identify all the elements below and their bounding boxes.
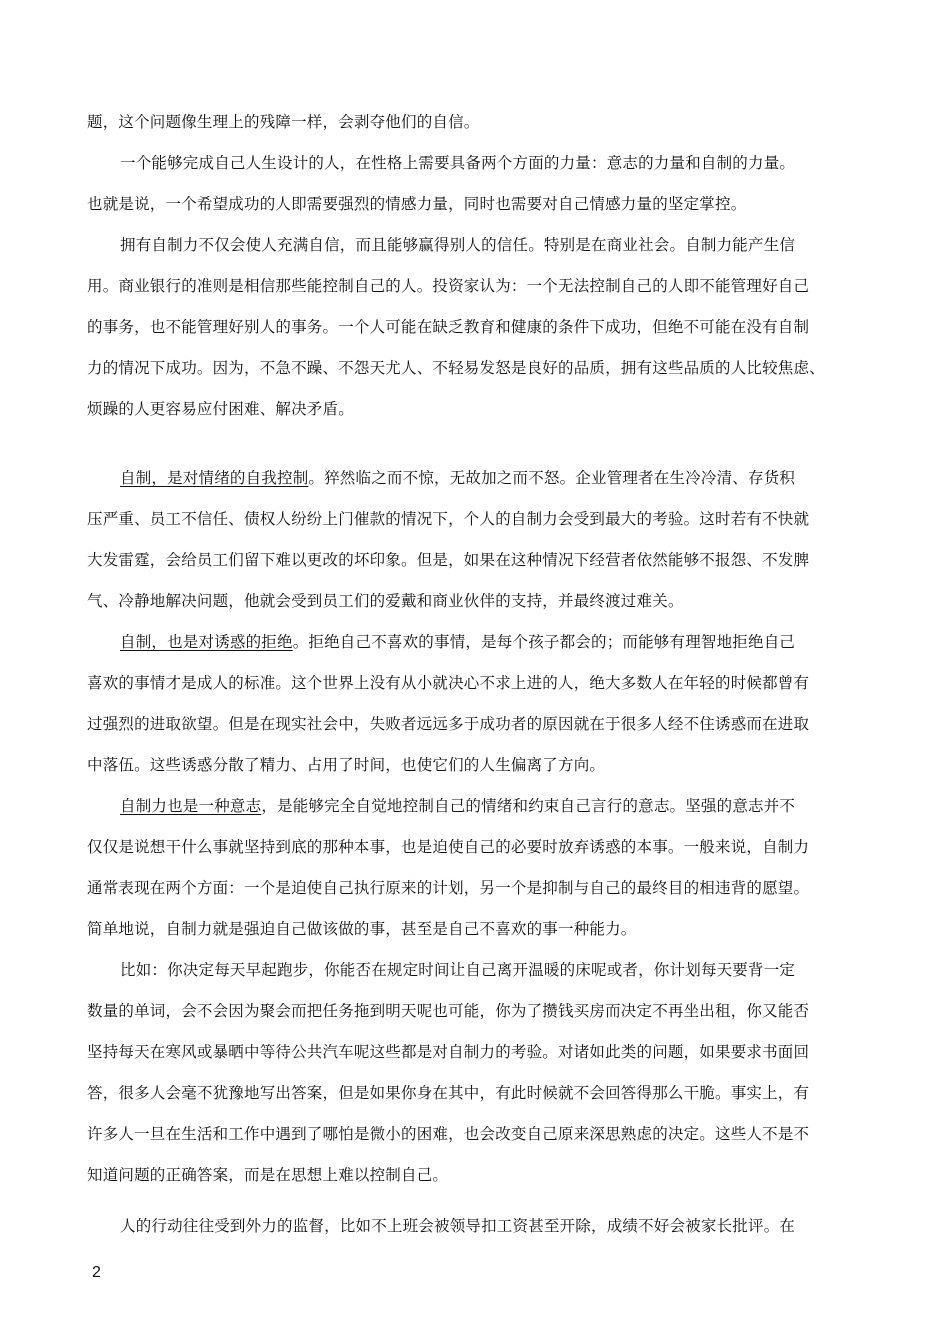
text-line bbox=[120, 468, 795, 488]
text-line: 压严重、员工不信任、债权人纷纷上门催款的情况下，个人的自制力会受到最大的考验。这时若有不快就 bbox=[87, 510, 810, 528]
line-text: ，是能够完全自觉地控制自己的情绪和约束自己言行的意志。坚强的意志并不 bbox=[261, 797, 796, 815]
text-line: 题，这个问题像生理上的残障一样，会剥夺他们的自信。 bbox=[87, 113, 480, 131]
text-line: 喜欢的事情才是成人的标准。这个世界上没有从小就决心不求上进的人，绝大多数人在年轻的时候都曾有 bbox=[87, 674, 810, 692]
page-number: 2 bbox=[92, 1264, 101, 1281]
text-line: 气、冷静地解决问题，他就会受到员工们的爱戴和商业伙伴的支持，并最终渡过难关。 bbox=[87, 592, 684, 610]
text-line: 坚持每天在寒风或暴晒中等待公共汽车呢这些都是对自制力的考验。对诸如此类的问题，如果要求书面回 bbox=[87, 1043, 810, 1061]
text-line: 许多人一旦在生活和工作中遇到了哪怕是微小的困难，也会改变自己原来深思熟虑的决定。这些人不是不 bbox=[87, 1125, 810, 1143]
text-line: 通常表现在两个方面：一个是迫使自己执行原来的计划，另一个是抑制与自己的最终目的相违背的愿望。 bbox=[87, 879, 810, 897]
text-line: 中落伍。这些诱惑分散了精力、占用了时间，也使它们的人生偏离了方向。 bbox=[87, 756, 606, 774]
text-line: 比如：你决定每天早起跑步，你能否在规定时间让自己离开温暖的床呢或者，你计划每天要背一定 bbox=[120, 961, 796, 979]
line-text: 。猝然临之而不惊，无故加之而不怒。企业管理者在生冷冷清、存货积 bbox=[308, 469, 796, 487]
text-line: 烦躁的人更容易应付困难、解决矛盾。 bbox=[87, 400, 354, 418]
text-line: 拥有自制力不仅会使人充满自信，而且能够赢得别人的信任。特别是在商业社会。自制力能产生信 bbox=[120, 236, 796, 254]
text-line: 简单地说，自制力就是强迫自己做该做的事，甚至是自己不喜欢的事一种能力。 bbox=[87, 920, 637, 938]
text-line: 知道问题的正确答案，而是在思想上难以控制自己。 bbox=[87, 1166, 449, 1184]
underlined-heading: 自制力也是一种意志 bbox=[120, 797, 262, 815]
text-line: 用。商业银行的准则是相信那些能控制自己的人。投资家认为：一个无法控制自己的人即不能管理好自己 bbox=[87, 277, 810, 295]
text-line bbox=[120, 796, 795, 816]
text-line: 过强烈的进取欲望。但是在现实社会中，失败者远远多于成功者的原因就在于很多人经不住诱惑而在进取 bbox=[87, 715, 810, 733]
text-line: 也就是说，一个希望成功的人即需要强烈的情感力量，同时也需要对自己情感力量的坚定掌控。 bbox=[87, 195, 747, 213]
text-line: 答，很多人会毫不犹豫地写出答案，但是如果你身在其中，有此时候就不会回答得那么干脆。事实上，有 bbox=[87, 1084, 810, 1102]
line-text: 。拒绝自己不喜欢的事情，是每个孩子都会的；而能够有理智地拒绝自己 bbox=[292, 633, 796, 651]
text-line: 大发雷霆，会给员工们留下难以更改的坏印象。但是，如果在这种情况下经营者依然能够不报怨、不发脾 bbox=[87, 551, 810, 569]
text-line: 人的行动往往受到外力的监督，比如不上班会被领导扣工资甚至开除，成绩不好会被家长批评。在 bbox=[120, 1217, 796, 1235]
underlined-heading: 自制，也是对诱惑的拒绝 bbox=[120, 633, 293, 651]
underlined-heading: 自制，是对情绪的自我控制 bbox=[120, 469, 309, 487]
text-line: 力的情况下成功。因为，不急不躁、不怨天尤人、不轻易发怒是良好的品质，拥有这些品质的人比较焦虑、 bbox=[87, 359, 825, 377]
text-line: 仅仅是说想干什么事就坚持到底的那种本事，也是迫使自己的必要时放弃诱惑的本事。一般来说，自制力 bbox=[87, 838, 810, 856]
text-line: 一个能够完成自己人生设计的人，在性格上需要具备两个方面的力量：意志的力量和自制的力量。 bbox=[120, 154, 796, 172]
text-line: 的事务，也不能管理好别人的事务。一个人可能在缺乏教育和健康的条件下成功，但绝不可能在没有自制 bbox=[87, 318, 810, 336]
text-line bbox=[120, 632, 795, 652]
text-line: 数量的单词，会不会因为聚会而把任务拖到明天呢也可能，你为了攒钱买房而决定不再坐出租，你又能否 bbox=[87, 1002, 810, 1020]
